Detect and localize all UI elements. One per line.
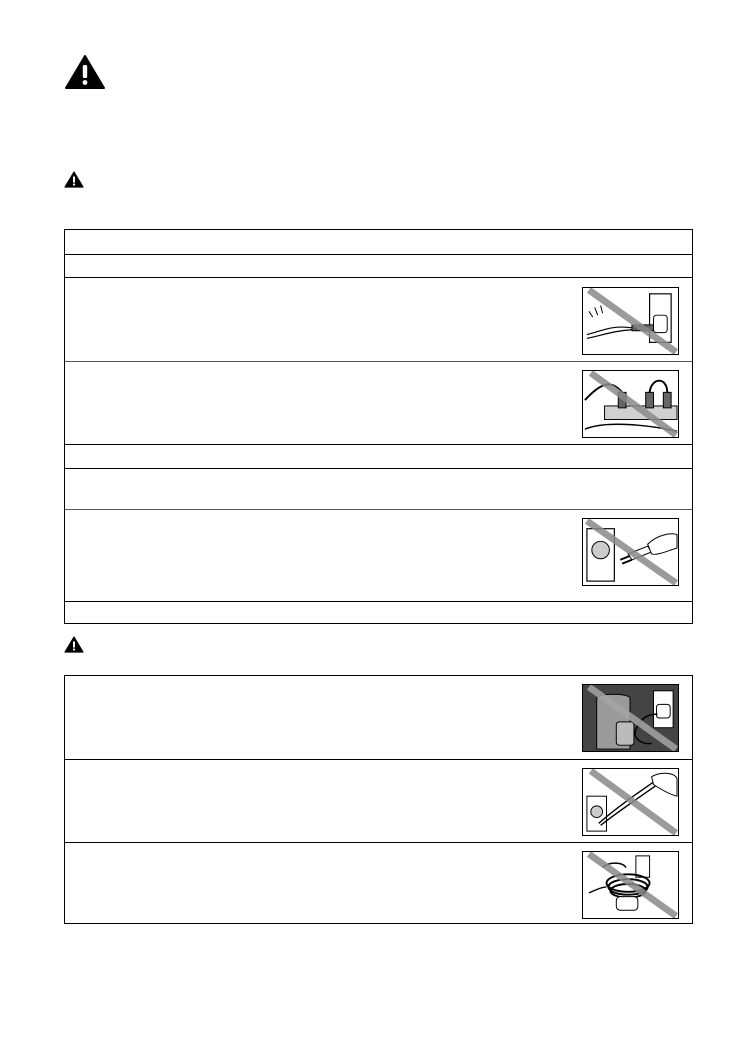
table-row <box>65 759 692 842</box>
damaged-power-cord-prohibited-illustration <box>582 287 679 355</box>
table-row <box>65 468 692 509</box>
table-row <box>65 842 692 925</box>
wet-hand-plug-prohibited-illustration <box>582 518 679 586</box>
warning-triangle-icon <box>64 54 106 90</box>
table-row <box>65 277 692 361</box>
warning-table <box>64 229 693 624</box>
caution-table <box>64 675 693 924</box>
table-row <box>65 601 692 625</box>
cord-behind-furniture-prohibited-illustration <box>582 684 679 752</box>
table-row <box>65 230 692 254</box>
table-row <box>65 444 692 468</box>
table-row <box>65 254 692 277</box>
overloaded-outlet-prohibited-illustration <box>582 370 679 438</box>
table-row <box>65 509 692 601</box>
bundled-cord-prohibited-illustration <box>582 851 679 919</box>
pull-by-cord-prohibited-illustration <box>582 768 679 836</box>
warning-section-icon <box>64 171 84 188</box>
table-row <box>65 676 692 759</box>
table-row <box>65 361 692 444</box>
caution-section-icon <box>64 636 84 653</box>
